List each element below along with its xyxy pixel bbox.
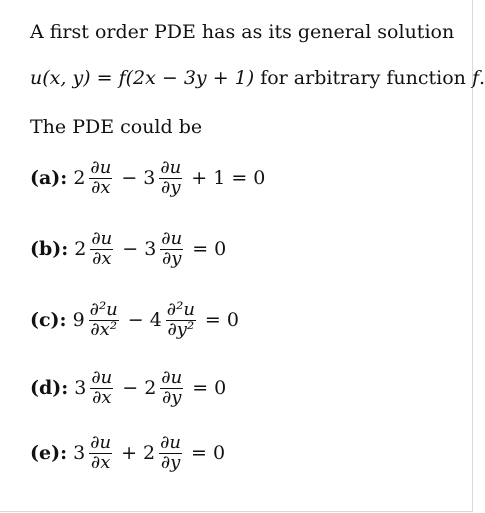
option-label: (a): <box>30 167 68 189</box>
period: . <box>478 67 485 89</box>
intro-line-2 <box>30 69 485 88</box>
equation-tail: = 0 <box>192 377 227 399</box>
numerator-1: ∂u <box>91 366 113 388</box>
equation-tail: = 0 <box>191 442 226 464</box>
operator: + <box>121 442 138 464</box>
denominator-2: ∂y <box>160 451 181 473</box>
numerator-1: ∂u <box>90 156 112 178</box>
option-a <box>30 152 271 204</box>
fraction-2 <box>160 227 183 269</box>
denominator-2: ∂y <box>162 386 182 408</box>
coefficient-1: 2 <box>74 238 87 260</box>
operator: − <box>122 238 139 260</box>
fraction-1 <box>90 227 113 269</box>
numerator-2: ∂u <box>160 431 182 453</box>
fraction-2 <box>166 298 196 340</box>
coefficient-1: 9 <box>72 309 85 331</box>
function-symbol: f <box>471 67 479 89</box>
denominator-1: ∂x <box>90 451 111 473</box>
equation-tail: = 0 <box>204 309 239 331</box>
operator: − <box>122 377 139 399</box>
option-label: (c): <box>30 309 67 331</box>
coefficient-2: 3 <box>144 238 157 260</box>
fraction-2 <box>160 366 183 408</box>
operator: − <box>121 167 138 189</box>
denominator-1: ∂x <box>92 386 112 408</box>
coefficient-1: 3 <box>74 377 87 399</box>
intro-text-2: for arbitrary function <box>254 67 472 89</box>
intro-text-1: A first order PDE has as its general solution <box>30 21 455 43</box>
coefficient-2: 2 <box>143 442 156 464</box>
numerator-2: ∂u <box>160 156 182 178</box>
fraction-1 <box>89 156 112 198</box>
equation-tail: = 0 <box>192 238 227 260</box>
denominator-1: ∂x² <box>90 318 118 340</box>
denominator-1: ∂x <box>91 176 111 198</box>
option-b <box>30 223 232 275</box>
intro-line-3 <box>30 118 202 137</box>
fraction-2 <box>159 431 182 473</box>
option-label: (b): <box>30 238 69 260</box>
operator: − <box>127 309 144 331</box>
option-label: (e): <box>30 442 68 464</box>
numerator-2: ∂u <box>161 366 183 388</box>
intro-line-1 <box>30 23 454 42</box>
equation-tail: + 1 = 0 <box>191 167 266 189</box>
fraction-2 <box>159 156 182 198</box>
option-d <box>30 362 232 414</box>
option-c <box>30 294 245 346</box>
numerator-2: ∂²u <box>166 298 195 320</box>
option-label: (d): <box>30 377 69 399</box>
fraction-1 <box>90 366 113 408</box>
coefficient-2: 3 <box>143 167 156 189</box>
denominator-2: ∂y <box>162 247 182 269</box>
coefficient-1: 3 <box>73 442 86 464</box>
numerator-2: ∂u <box>161 227 183 249</box>
fraction-1 <box>89 298 119 340</box>
general-solution-formula: u(x, y) = f(2x − 3y + 1) <box>30 67 255 89</box>
option-e <box>30 427 231 479</box>
numerator-1: ∂u <box>91 227 113 249</box>
numerator-1: ∂²u <box>89 298 118 320</box>
denominator-2: ∂y² <box>167 318 195 340</box>
numerator-1: ∂u <box>90 431 112 453</box>
denominator-1: ∂x <box>92 247 112 269</box>
denominator-2: ∂y <box>161 176 181 198</box>
coefficient-2: 2 <box>144 377 157 399</box>
coefficient-2: 4 <box>149 309 162 331</box>
coefficient-1: 2 <box>73 167 86 189</box>
intro-text-3: The PDE could be <box>30 116 203 138</box>
fraction-1 <box>89 431 112 473</box>
